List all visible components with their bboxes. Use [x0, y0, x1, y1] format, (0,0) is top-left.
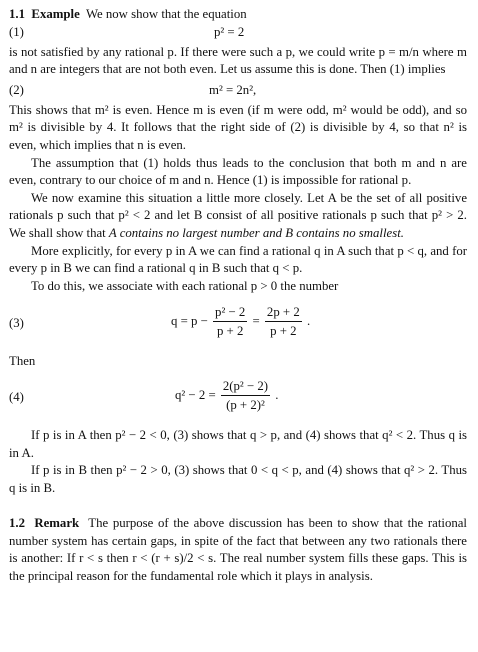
fraction-denominator: (p + 2)² — [226, 397, 265, 412]
equation-2 — [9, 82, 467, 102]
paragraph-4 — [9, 190, 467, 243]
section-1-2 — [9, 515, 467, 585]
section-number: 1.1 — [9, 7, 25, 21]
section-heading: Example — [31, 7, 80, 21]
fraction-1-numerator: p² − 2 — [213, 303, 247, 322]
fraction-1-denominator: p + 2 — [216, 324, 244, 339]
paragraph-8: If p is in B then p² − 2 > 0, (3) shows that 0 < q < p, and (4) shows that q² > 2. Thus q is in B. — [9, 463, 467, 495]
equation-3-fraction-1 — [213, 303, 247, 340]
intro-text: We now show that the equation — [85, 7, 247, 21]
equation-4 — [9, 377, 467, 419]
paragraph-1: is not satisfied by any rational p. If there were such a p, we could write p = m/n where m and n are integers that are not both even. Let us assume this is done. Then (1) implies — [9, 44, 467, 77]
equation-4-period: . — [275, 387, 279, 402]
section-heading: Remark — [34, 516, 80, 531]
equation-2-body: m² = 2n², — [209, 82, 257, 97]
paragraph-7: If p is in A then p² − 2 < 0, (3) shows that q > p, and (4) shows that q² < 2. Thus q is in A. — [9, 427, 467, 460]
remark-text: The purpose of the above discussion has been to show that the rational number system has certain gaps, in spite of the fact that between any two rationals there is another: If r < s then r < (r + s)/2 < s. The real number system fills these gaps. This is the principal reason for the fundamental role which it plays in analysis. — [9, 516, 467, 584]
equation-4-lhs: q² − 2 = — [175, 387, 216, 402]
equation-3-period: . — [306, 314, 311, 329]
textbook-page — [9, 6, 467, 586]
equation-1 — [9, 24, 467, 44]
equation-3-label: (3) — [9, 316, 24, 331]
fraction-numerator: 2(p² − 2) — [221, 377, 270, 396]
equation-3 — [9, 303, 467, 345]
equation-4-label: (4) — [9, 389, 24, 404]
paragraph-4-emphasis: A contains no largest number and B contains no smallest. — [108, 225, 404, 240]
equation-3-lhs: q = p − — [171, 314, 208, 329]
fraction-2-numerator: 2p + 2 — [265, 303, 302, 322]
equation-2-label: (2) — [9, 82, 24, 97]
paragraph-5: More explicitly, for every p in A we can find a rational q in A such that p < q, and for every p in B we can find a rational q in B such that q < p. — [9, 243, 467, 276]
equation-3-body — [171, 303, 310, 340]
equation-4-fraction — [221, 377, 270, 414]
equation-1-label: (1) — [9, 24, 24, 39]
equation-3-equals: = — [252, 314, 260, 329]
then-label: Then — [9, 354, 36, 369]
paragraph-6: To do this, we associate with each rational p > 0 the number — [31, 278, 339, 293]
equation-3-fraction-2 — [265, 303, 302, 340]
section-number: 1.2 — [9, 516, 25, 531]
equation-4-body — [175, 377, 278, 414]
paragraph-2: This shows that m² is even. Hence m is even (if m were odd, m² would be odd), and so m² is divisible by 4. It follows that the right side of (2) is divisible by 4, so that n² is even, which implies that n is even. — [9, 102, 467, 152]
equation-1-body: p² = 2 — [214, 24, 245, 39]
fraction-2-denominator: p + 2 — [270, 324, 297, 339]
paragraph-4-text: We now examine this situation a little more closely. Let A be the set of all positive rationals p such that p² < 2 and let B consist of all positive rationals p such that p² > 2. We shall show that — [9, 190, 467, 240]
section-1-1-intro — [9, 6, 467, 24]
paragraph-3: The assumption that (1) holds thus leads to the conclusion that both m and n are even, contrary to our choice of m and n. Hence (1) is impossible for rational p. — [9, 155, 467, 188]
